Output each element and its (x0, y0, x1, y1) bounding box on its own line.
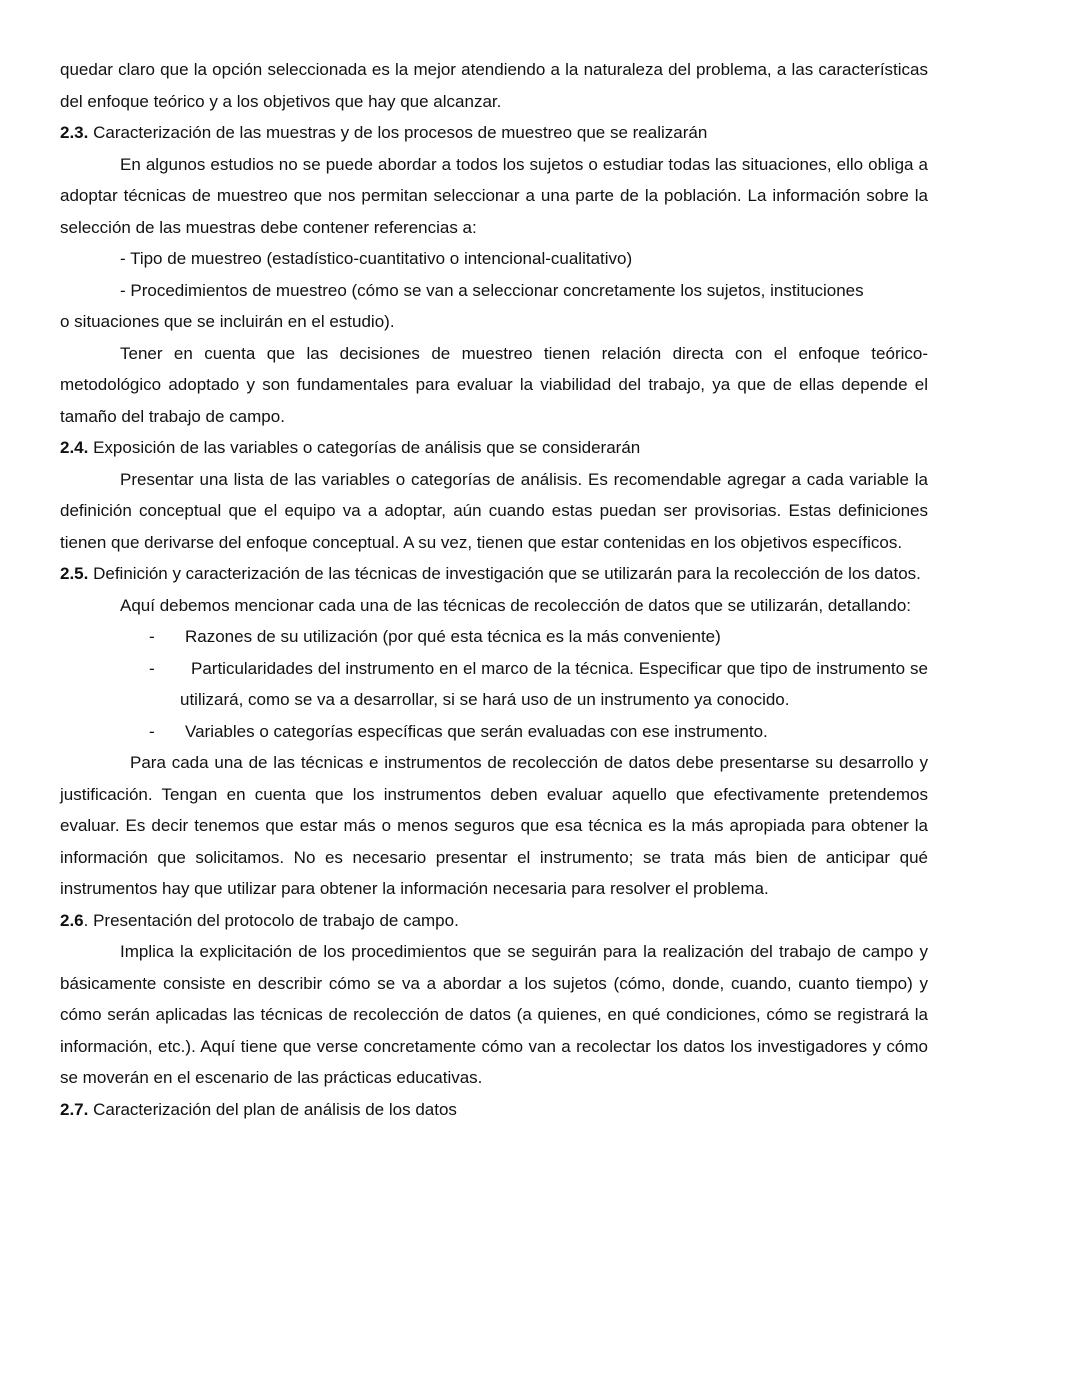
sampling-procedures-first-line: - Procedimientos de muestreo (cómo se van a seleccionar concretamente los sujetos, instituciones (120, 280, 864, 300)
list-dash: - (149, 721, 155, 741)
list-item-text: Particularidades del instrumento en el marco de la técnica. Especificar que tipo de instrumento se utilizará, como se va a desarrollar, si se hará uso de un instrumento ya conocido. (180, 658, 928, 709)
section-heading-2-4 (60, 432, 928, 464)
section-title: Exposición de las variables o categorías de análisis que se considerarán (88, 438, 641, 457)
section-heading-2-5 (60, 558, 928, 590)
paragraph-techniques-intro: Aquí debemos mencionar cada una de las técnicas de recolección de datos que se utilizarán, detallando: (120, 595, 912, 615)
paragraph-sampling-procedures (60, 275, 928, 338)
section-title: Definición y caracterización de las técnicas de investigación que se utilizarán para la recolección de los datos. (88, 564, 921, 583)
section-title: Caracterización del plan de análisis de los datos (88, 1099, 457, 1119)
paragraph-intro: quedar claro que la opción seleccionada es la mejor atendiendo a la naturaleza del problema, a las características del enfoque teórico y a los objetivos que hay que alcanzar. (60, 60, 928, 111)
list-item-text: Razones de su utilización (por qué esta técnica es la más conveniente) (185, 627, 721, 646)
paragraph-variables: Presentar una lista de las variables o categorías de análisis. Es recomendable agregar a cada variable la definición conceptual que el equipo va a adoptar, aún cuando estas puedan ser provisorias. Estas definiciones tienen que derivarse del enfoque conceptual. A su vez, tienen que estar contenidas en los objetivos específicos. (60, 469, 928, 552)
paragraph-sampling-decisions: Tener en cuenta que las decisiones de muestreo tienen relación directa con el enfoque teórico-metodológico adoptado y son fundamentales para evaluar la viabilidad del trabajo, ya que de ellas depende el tamaño del trabajo de campo. (60, 343, 928, 426)
section-number: 2.3. (60, 123, 89, 142)
paragraph-sampling-intro: En algunos estudios no se puede abordar a todos los sujetos o estudiar todas las situaciones, ello obliga a adoptar técnicas de muestreo que nos permitan seleccionar a una parte de la población. La información sobre la selección de las muestras debe contener referencias a: (60, 154, 928, 237)
list-item (60, 716, 928, 748)
list-dash: - (149, 627, 155, 646)
list-item (60, 621, 928, 653)
section-heading-2-6 (60, 905, 928, 937)
paragraph-techniques-justification: Para cada una de las técnicas e instrumentos de recolección de datos debe presentarse su desarrollo y justificación. Tengan en cuenta que los instrumentos deben evaluar aquello que efectivamente pretendemos evaluar. Es decir tenemos que estar más o menos seguros que esa técnica es la más apropiada para obtener la información que solicitamos. No es necesario presentar el instrumento; se trata más bien de anticipar qué instrumentos hay que utilizar para obtener la información necesaria para resolver el problema. (60, 753, 928, 898)
list-item-text: Variables o categorías específicas que serán evaluadas con ese instrumento. (185, 721, 768, 741)
list-item (60, 653, 928, 716)
list-dash: - (149, 658, 155, 678)
section-heading-2-7 (60, 1094, 928, 1126)
section-heading-2-3 (60, 117, 928, 149)
section-number: 2.5. (60, 564, 89, 583)
section-title: Caracterización de las muestras y de los procesos de muestreo que se realizarán (88, 123, 708, 142)
paragraph-sampling-type: - Tipo de muestreo (estadístico-cuantitativo o intencional-cualitativo) (120, 249, 633, 268)
section-number: 2.4. (60, 438, 89, 457)
section-title: . Presentación del protocolo de trabajo de campo. (83, 910, 459, 930)
techniques-list (60, 621, 928, 747)
document-page (60, 54, 928, 1125)
section-number: 2.7. (60, 1099, 89, 1119)
sampling-procedures-rest: o situaciones que se incluirán en el estudio). (60, 312, 395, 331)
section-number: 2.6 (60, 910, 84, 930)
paragraph-field-protocol: Implica la explicitación de los procedimientos que se seguirán para la realización del trabajo de campo y básicamente consiste en describir cómo se va a abordar a los sujetos (cómo, donde, cuando, cuanto tiempo) y cómo serán aplicadas las técnicas de recolección de datos (a quienes, en qué condiciones, cómo se registrará la información, etc.). Aquí tiene que verse concretamente cómo van a recolectar los datos los investigadores y cómo se moverán en el escenario de las prácticas educativas. (60, 942, 928, 1087)
